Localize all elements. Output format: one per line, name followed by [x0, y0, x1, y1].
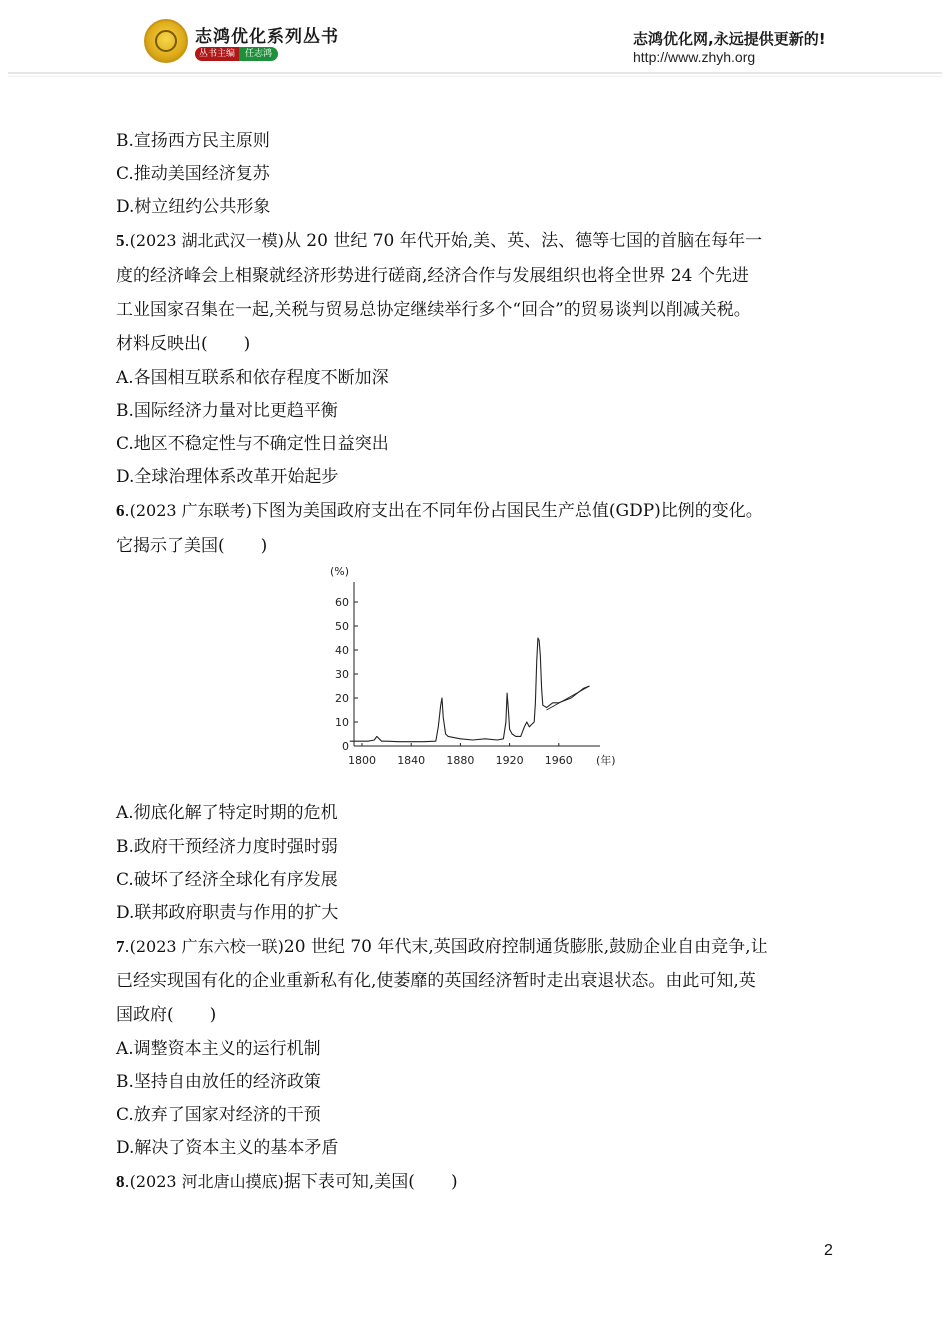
- q5-stem-line1: [116, 230, 762, 252]
- q7-option-b: B.坚持自由放任的经济政策: [116, 1072, 321, 1092]
- x-tick-label: 1880: [446, 754, 475, 767]
- page-header: [0, 0, 950, 80]
- q8-stem-line1: [116, 1171, 458, 1193]
- page-number: 2: [824, 1242, 833, 1259]
- editor-label: 丛书主编: [195, 47, 239, 61]
- x-tick-label: 1920: [495, 754, 524, 767]
- header-rule-secondary: [8, 76, 942, 77]
- q5-close-paren: ): [243, 334, 251, 354]
- q5-option-c: C.地区不稳定性与不确定性日益突出: [116, 434, 389, 454]
- q6-close-paren: ): [260, 536, 268, 556]
- gov-spending-chart: [318, 560, 638, 775]
- q8-number: 8: [116, 1172, 125, 1191]
- q5-source: .(2023 湖北武汉一模): [124, 231, 284, 250]
- q5-number: 5: [116, 231, 125, 250]
- q5-stem-line4: [116, 333, 250, 355]
- header-url[interactable]: http://www.zhyh.org: [633, 49, 756, 65]
- x-tick-label: 1800: [348, 754, 376, 767]
- q6-option-a: A.彻底化解了特定时期的危机: [116, 803, 338, 823]
- q7-stem-line2: 已经实现国有化的企业重新私有化,使萎靡的英国经济暂时走出衰退状态。由此可知,英: [116, 971, 756, 991]
- y-tick-label: 10: [335, 716, 349, 729]
- y-tick-label: 30: [335, 668, 349, 681]
- q5-option-b: B.国际经济力量对比更趋平衡: [116, 401, 338, 421]
- q7-option-d: D.解决了资本主义的基本矛盾: [116, 1138, 339, 1158]
- q7-text-last: 国政府(: [116, 1005, 174, 1025]
- header-rule: [8, 72, 942, 74]
- q4-option-b: B.宣扬西方民主原则: [116, 131, 270, 151]
- spending-series-line: [350, 638, 590, 742]
- q5-text-1: 从 20 世纪 70 年代开始,美、英、法、德等七国的首脑在每年一: [283, 231, 763, 251]
- editor-name: 任志鸿: [239, 47, 278, 61]
- q4-option-c: C.推动美国经济复苏: [116, 164, 270, 184]
- q7-option-c: C.放弃了国家对经济的干预: [116, 1105, 321, 1125]
- q6-number: 6: [116, 501, 125, 520]
- y-axis-label: (%): [330, 565, 350, 578]
- q7-text-1: 20 世纪 70 年代末,英国政府控制通货膨胀,鼓励企业自由竞争,让: [283, 937, 768, 957]
- q8-text-1: 据下表可知,美国(: [283, 1172, 415, 1192]
- q7-option-a: A.调整资本主义的运行机制: [116, 1039, 321, 1059]
- y-tick-label: 50: [335, 620, 349, 633]
- q6-stem-line1: [116, 500, 763, 522]
- q8-source: .(2023 河北唐山摸底): [124, 1172, 284, 1191]
- trend-line: [547, 686, 590, 710]
- x-axis-label: (年): [596, 754, 616, 767]
- q5-stem-line3: 工业国家召集在一起,关税与贸易总协定继续举行多个“回合”的贸易谈判以削减关税。: [116, 300, 751, 320]
- q7-source: .(2023 广东六校一联): [124, 937, 284, 956]
- y-tick-label: 40: [335, 644, 349, 657]
- editor-badge: [195, 47, 278, 61]
- q7-close-paren: ): [209, 1005, 217, 1025]
- q5-option-d: D.全球治理体系改革开始起步: [116, 467, 339, 487]
- q6-stem-line2: [116, 535, 267, 557]
- series-logo-icon: [144, 19, 188, 63]
- q5-text-last: 材料反映出(: [116, 334, 208, 354]
- q7-number: 7: [116, 937, 125, 956]
- q8-close-paren: ): [450, 1172, 458, 1192]
- series-title: 志鸿优化系列丛书: [195, 27, 339, 47]
- q5-stem-line2: 度的经济峰会上相聚就经济形势进行磋商,经济合作与发展组织也将全世界 24 个先进: [116, 266, 749, 286]
- q6-text-1: 下图为美国政府支出在不同年份占国民生产总值(GDP)比例的变化。: [251, 501, 763, 521]
- header-slogan: 志鸿优化网,永远提供更新的!: [633, 30, 826, 48]
- q6-option-c: C.破坏了经济全球化有序发展: [116, 870, 338, 890]
- x-tick-label: 1960: [544, 754, 573, 767]
- y-tick-label: 20: [335, 692, 349, 705]
- y-tick-label: 0: [342, 740, 349, 753]
- q6-option-b: B.政府干预经济力度时强时弱: [116, 837, 338, 857]
- q6-text-last: 它揭示了美国(: [116, 536, 225, 556]
- x-tick-label: 1840: [397, 754, 426, 767]
- q6-option-d: D.联邦政府职责与作用的扩大: [116, 903, 339, 923]
- q4-option-d: D.树立纽约公共形象: [116, 197, 271, 217]
- q6-source: .(2023 广东联考): [124, 501, 252, 520]
- q7-stem-line3: [116, 1004, 216, 1026]
- y-tick-label: 60: [335, 596, 349, 609]
- q5-option-a: A.各国相互联系和依存程度不断加深: [116, 368, 389, 388]
- q7-stem-line1: [116, 936, 768, 958]
